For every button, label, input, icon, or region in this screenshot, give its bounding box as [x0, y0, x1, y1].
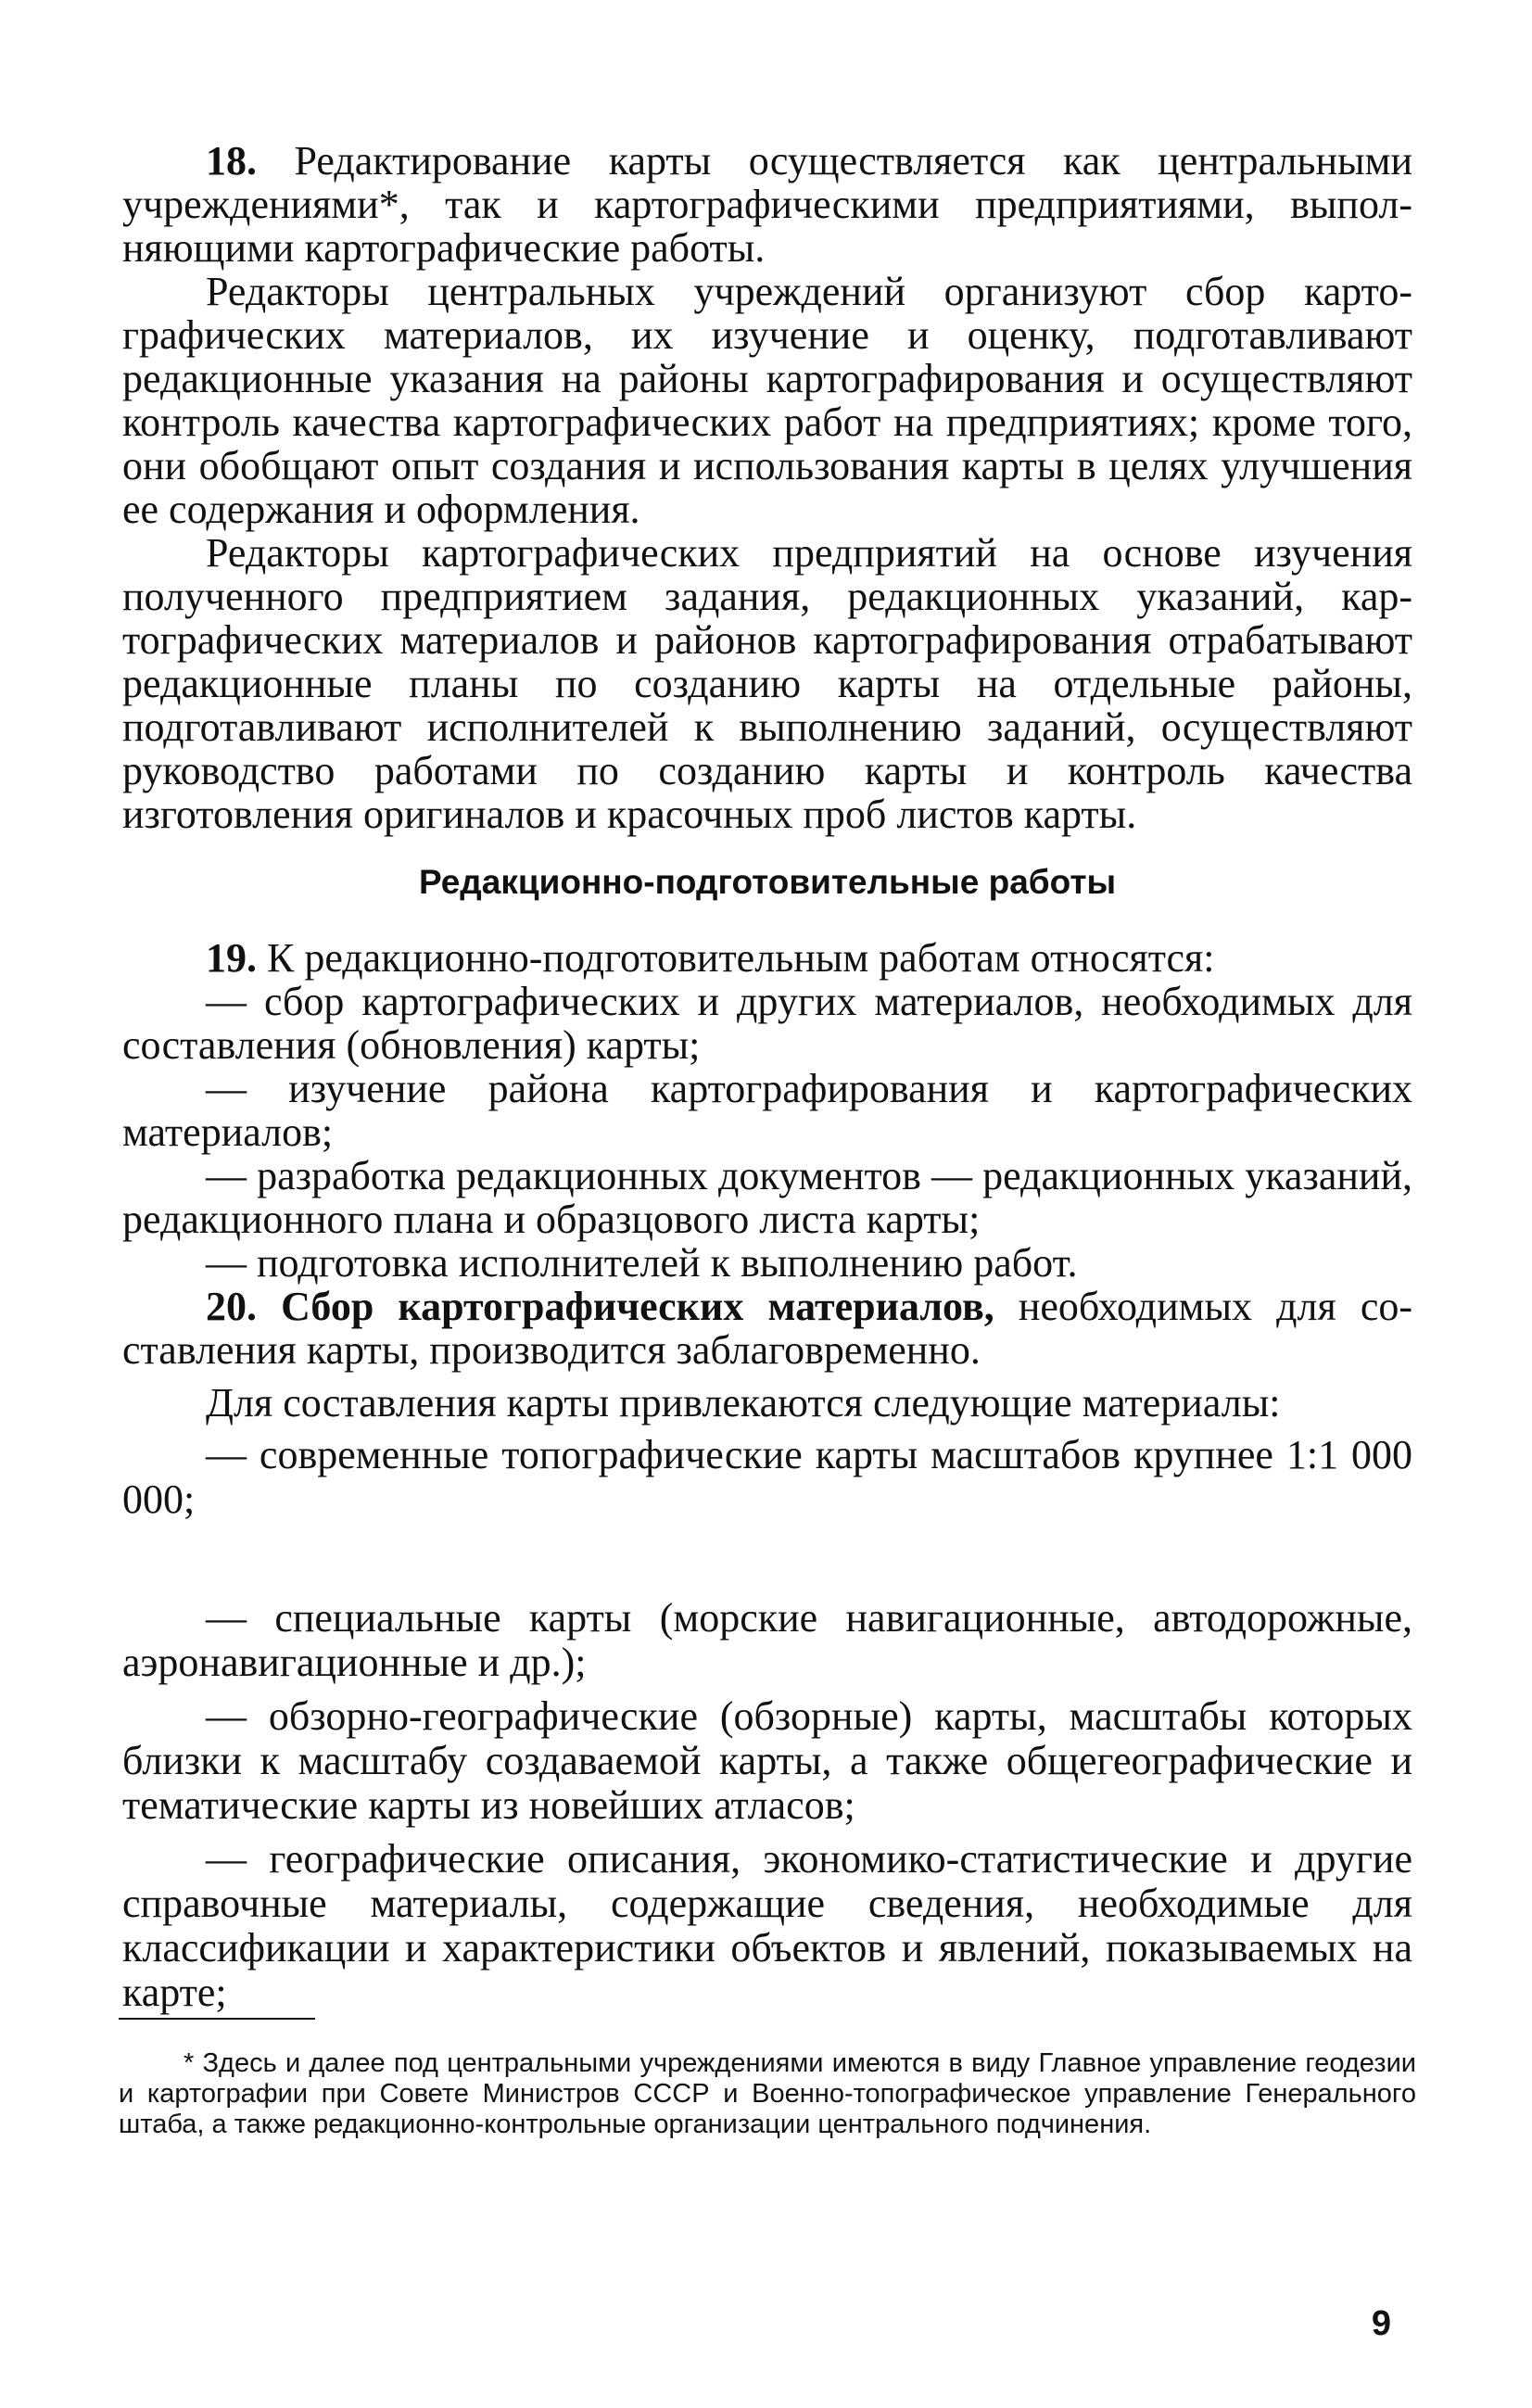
- list-item: — обзорно-географические (обзорные) карты, масштабы которых близки к масштабу создаваемой карты, а также общегеографические и тематические карты из новейших атласов;: [122, 1693, 1412, 1828]
- paragraph-18-central-editors: Редакторы центральных учреждений организуют сбор картографических материалов, их изучение и оценку, подготавливают редакционные указания на районы картографирования и осуществляют контроль качества картографических работ на предприятиях; кроме того, они обобщают опыт создания и использования карты в целях улучшения ее содержания и оформления.: [122, 269, 1412, 532]
- list-item: — специальные карты (морские навигационные, автодорожные, аэронавигационные и др.);: [122, 1595, 1412, 1685]
- paragraph-18-text: Редактирование карты осуществляется как центральными учреждениями*, так и картографическими предприятиями, выполняющими картографические работы.: [122, 138, 1412, 271]
- list-item: — подготовка исполнителей к выполнению работ.: [206, 1240, 1078, 1286]
- list-item: — географические описания, экономико-статистические и другие справочные материалы, содержащие сведения, необходимые для классификации и характеристики объектов и явлений, показываемых на карте;: [122, 1836, 1412, 2015]
- materials-intro: Для составления карты привлекаются следующие материалы:: [206, 1380, 1281, 1426]
- list-item: — разработка редакционных документов — редакционных указаний, редакционного плана и образцового листа карты;: [122, 1153, 1412, 1242]
- list-item: — современные топографические карты масштабов крупнее 1:1 000 000;: [122, 1432, 1412, 1522]
- paragraph-19: [122, 936, 1412, 980]
- list-item: — изучение района картографирования и картографических материалов;: [122, 1066, 1412, 1155]
- paragraph-18-number: 18.: [206, 138, 257, 184]
- page-number: 9: [1371, 2304, 1391, 2343]
- footnote: * Здесь и далее под центральными учреждениями имеются в виду Главное управление геодезии и картографии при Совете Министров СССР и Военно-топографическое управление Генерального штаба, а также редакционно-контрольные организации центрального подчинения.: [119, 2048, 1416, 2139]
- paragraph-19-text: К редакционно-подготовительным работам относятся:: [257, 935, 1215, 981]
- list-item: — сбор картографических и других материалов, необходимых для составления (обновления) карты;: [122, 979, 1412, 1068]
- paragraph-19-number: 19.: [206, 935, 257, 981]
- paragraph-20-text: необходимых для составления карты, производится заблаговременно.: [122, 1284, 1413, 1373]
- section-19: [122, 936, 1412, 1372]
- paragraph-20: [122, 1285, 1412, 1372]
- paragraph-18-enterprise-editors: Редакторы картографических предприятий на основе изучения полученного предприятием задания, редакционных указаний, картографических материалов и районов картографирования отрабатывают редакционные планы по созданию карты на отдельные районы, подготавливают исполнителей к выполнению заданий, осуществляют руководство работами по созданию карты и контроль качества изготовления оригиналов и красочных проб листов карты.: [122, 530, 1412, 837]
- paragraph-20-lead: 20. Сбор картографических материалов,: [206, 1284, 994, 1329]
- section-18: [122, 139, 1412, 836]
- footnote-divider: [119, 2018, 315, 2020]
- materials-block: [122, 1381, 1412, 2015]
- paragraph-18: [122, 139, 1412, 270]
- section-heading: Редакционно-подготовительные работы: [418, 863, 1117, 901]
